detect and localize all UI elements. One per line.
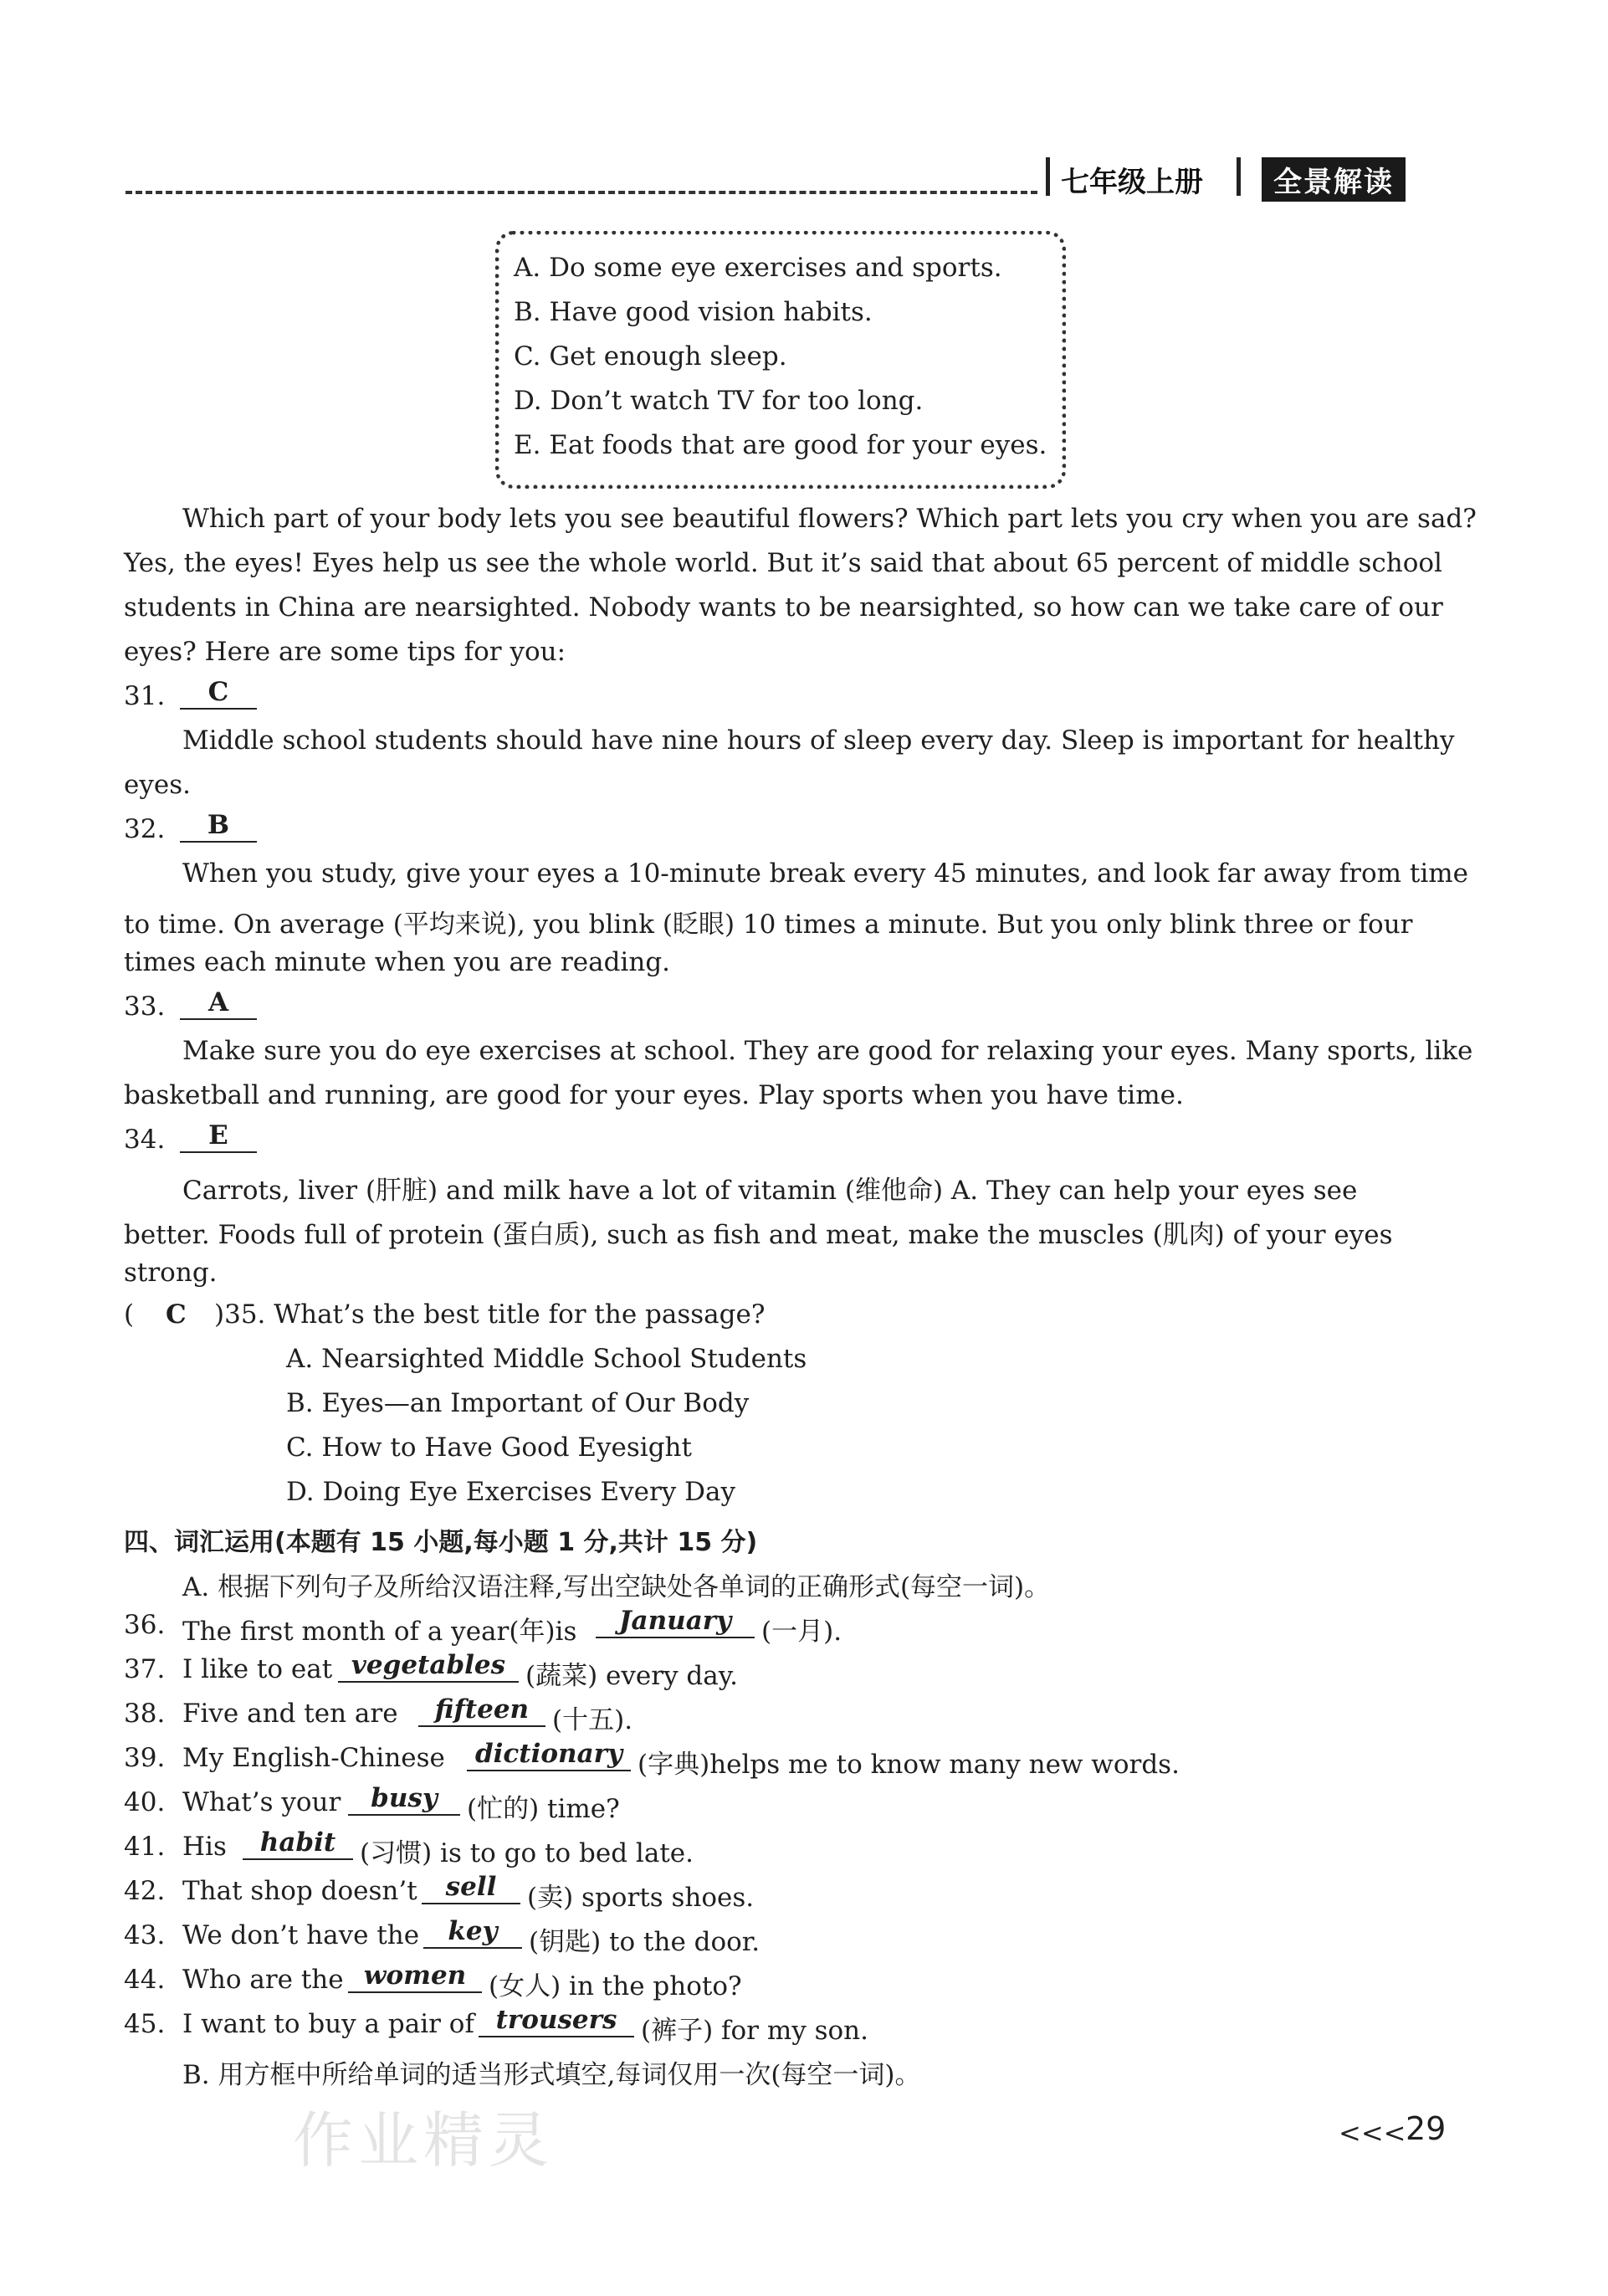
question-number: 41. (124, 1832, 166, 1862)
intro-line: students in China are nearsighted. Nobody wants to be nearsighted, so how can we take care of our (124, 592, 1443, 623)
answer-41: habit (243, 1827, 353, 1860)
sentence-after: (钥匙) to the door. (529, 1927, 760, 1957)
header-grade: 七年级上册 (1061, 166, 1203, 199)
paragraph-line: basketball and running, are good for your eyes. Play sports when you have time. (124, 1080, 1184, 1110)
paragraph-line: times each minute when you are reading. (124, 947, 671, 977)
sentence-after: (习惯) is to go to bed late. (360, 1838, 694, 1868)
sentence-before: That shop doesn’t (182, 1876, 417, 1906)
answer-44: women (348, 1960, 482, 1993)
paragraph-line: strong. (124, 1258, 218, 1288)
header-tag: 全景解读 (1262, 157, 1406, 202)
question-number: 39. (124, 1743, 166, 1773)
question-number: 45. (124, 2009, 166, 2039)
option-d: D. Don’t watch TV for too long. (514, 386, 924, 416)
part-b-instruction: B. 用方框中所给单词的适当形式填空,每词仅用一次(每空一词)。 (182, 2060, 921, 2090)
sentence-before: His (182, 1832, 227, 1862)
sentence-before: My English-Chinese (182, 1743, 445, 1773)
q35-choice-d: D. Doing Eye Exercises Every Day (286, 1477, 735, 1507)
answer-42: sell (422, 1871, 520, 1904)
question-number: 38. (124, 1699, 166, 1729)
question-number: 34. (124, 1125, 166, 1155)
sentence-after: (卖) sports shoes. (527, 1883, 755, 1913)
page-arrows-icon: <<< (1339, 2117, 1406, 2149)
intro-line: eyes? Here are some tips for you: (124, 637, 566, 667)
option-b: B. Have good vision habits. (514, 297, 873, 327)
answer-40: busy (348, 1782, 460, 1816)
section-title: 四、词汇运用(本题有 15 小题,每小题 1 分,共计 15 分) (124, 1528, 758, 1557)
sentence-after: (女人) in the photo? (489, 1971, 742, 2001)
q35-choice-b: B. Eyes—an Important of Our Body (286, 1388, 750, 1418)
sentence-after: (字典)helps me to know many new words. (638, 1750, 1180, 1780)
sentence-before: Five and ten are (182, 1699, 398, 1729)
sentence-after: (十五). (552, 1705, 633, 1735)
answer-32: B (180, 809, 257, 843)
question-number: 33. (124, 992, 166, 1022)
question-number: 36. (124, 1610, 166, 1640)
intro-line: Yes, the eyes! Eyes help us see the whole world. But it’s said that about 65 percent of middle school (124, 548, 1442, 578)
sentence-before: The first month of a year(年)is (182, 1617, 577, 1647)
header-dashed-rule (125, 191, 1037, 194)
question-number: 37. (124, 1654, 166, 1684)
question-number: 42. (124, 1876, 166, 1906)
paragraph-line: Carrots, liver (肝脏) and milk have a lot of vitamin (维他命) A. They can help your eyes see (182, 1176, 1358, 1206)
option-c: C. Get enough sleep. (514, 341, 787, 372)
answer-38: fifteen (418, 1694, 545, 1727)
sentence-before: I like to eat (182, 1654, 333, 1684)
paragraph-line: eyes. (124, 770, 191, 800)
paragraph-line: better. Foods full of protein (蛋白质), such as fish and meat, make the muscles (肌肉) of your eyes (124, 1220, 1393, 1250)
paragraph-line: Make sure you do eye exercises at school. They are good for relaxing your eyes. Many sports, like (182, 1036, 1473, 1066)
sentence-after: (一月). (761, 1617, 842, 1647)
answer-34: E (180, 1120, 257, 1153)
answer-31: C (180, 676, 257, 710)
question-number: 43. (124, 1920, 166, 1950)
sentence-before: Who are the (182, 1965, 344, 1995)
sentence-before: What’s your (182, 1787, 341, 1817)
intro-line: Which part of your body lets you see beautiful flowers? Which part lets you cry when you are sad? (182, 504, 1477, 534)
header-divider (1046, 157, 1050, 196)
answer-37: vegetables (338, 1649, 519, 1683)
part-a-instruction: A. 根据下列句子及所给汉语注释,写出空缺处各单词的正确形式(每空一词)。 (182, 1572, 1051, 1602)
answer-35: C (166, 1299, 187, 1330)
sentence-before: We don’t have the (182, 1920, 420, 1950)
header-divider (1237, 157, 1241, 196)
sentence-after: (蔬菜) every day. (525, 1661, 739, 1691)
answer-45: trousers (479, 2004, 634, 2037)
answer-39: dictionary (467, 1738, 631, 1771)
answer-33: A (180, 987, 257, 1020)
question-number: 31. (124, 681, 166, 711)
watermark: 作业精灵 (293, 2105, 555, 2176)
sentence-before: I want to buy a pair of (182, 2009, 474, 2039)
q35-stem: )35. What’s the best title for the passage? (214, 1299, 766, 1330)
paragraph-line: to time. On average (平均来说), you blink (眨眼) 10 times a minute. But you only blink three or four (124, 910, 1413, 940)
page-number: 29 (1406, 2110, 1447, 2147)
question-number: 32. (124, 814, 166, 844)
q35-choice-a: A. Nearsighted Middle School Students (286, 1344, 807, 1374)
q35-paren: ( (124, 1299, 135, 1330)
answer-36: January (596, 1605, 755, 1638)
option-e: E. Eat foods that are good for your eyes. (514, 430, 1047, 460)
answer-43: key (423, 1915, 522, 1949)
option-a: A. Do some eye exercises and sports. (514, 253, 1002, 283)
paragraph-line: When you study, give your eyes a 10-minute break every 45 minutes, and look far away from time (182, 858, 1468, 889)
sentence-after: (忙的) time? (467, 1794, 620, 1824)
sentence-after: (裤子) for my son. (641, 2016, 869, 2046)
paragraph-line: Middle school students should have nine hours of sleep every day. Sleep is important for healthy (182, 725, 1455, 756)
q35-choice-c: C. How to Have Good Eyesight (286, 1432, 692, 1463)
question-number: 40. (124, 1787, 166, 1817)
question-number: 44. (124, 1965, 166, 1995)
